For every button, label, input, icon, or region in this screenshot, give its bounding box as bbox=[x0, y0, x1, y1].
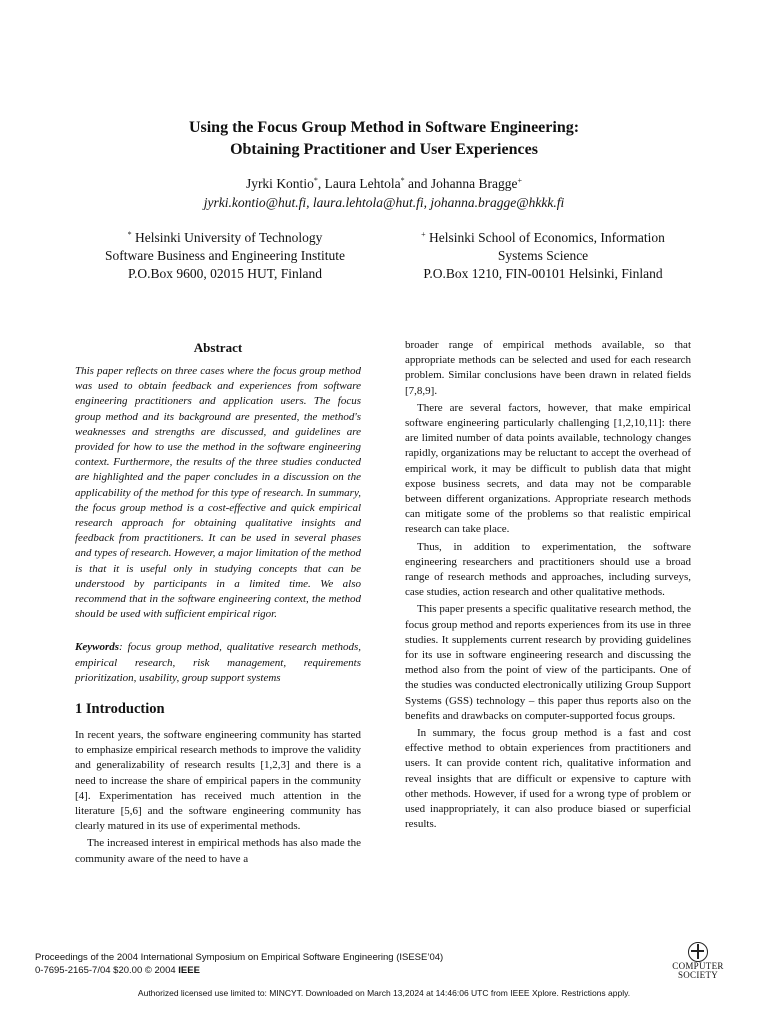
keywords-text: : focus group method, qualitative research methods, empirical research, risk management, requirements prioritization, usability, group support systems bbox=[75, 641, 361, 684]
affiliation-right bbox=[393, 229, 693, 283]
computer-society-icon bbox=[688, 942, 708, 962]
affiliation-line: P.O.Box 9600, 02015 HUT, Finland bbox=[127, 266, 322, 281]
author-name: Jyrki Kontio bbox=[245, 176, 314, 191]
affiliation-line: Software Business and Engineering Institute bbox=[105, 248, 345, 263]
author-separator: and bbox=[404, 176, 431, 191]
paragraph: broader range of empirical methods available, so that appropriate methods can be selected and used for each research problem. Similar conclusions have been drawn in related fields [7,8,9]. bbox=[405, 339, 691, 397]
author-block bbox=[0, 174, 768, 212]
paragraph: The increased interest in empirical methods has also made the community aware of the need to have a bbox=[75, 837, 361, 865]
keywords bbox=[75, 640, 361, 686]
affiliation-line: Helsinki School of Economics, Information bbox=[425, 230, 665, 245]
paragraph: Thus, in addition to experimentation, the software engineering researchers and practitioners should use a broad range of research methods and approaches, including surveys, case studies, action research and other qualitative methods. bbox=[405, 540, 691, 599]
author-separator: , bbox=[317, 176, 325, 191]
paper-title bbox=[0, 117, 768, 161]
section-heading-introduction: 1 Introduction bbox=[75, 701, 165, 718]
keywords-label: Keywords bbox=[75, 641, 119, 654]
affiliation-mark: * bbox=[127, 230, 132, 239]
title-line-2: Obtaining Practitioner and User Experiences bbox=[230, 141, 538, 158]
affiliation-left bbox=[75, 229, 375, 283]
paragraph: In recent years, the software engineering community has started to emphasize empirical research methods to improve the validity and generalizability of research results [1,2,3] and there is a need to increase the share of empirical papers in the community [4]. Experimentation has received much attention in the literature [5,6] and the software engineering community has clearly matured in its use of experimental methods. bbox=[75, 729, 361, 833]
page-footer bbox=[35, 951, 443, 977]
affiliation-line: Systems Science bbox=[497, 248, 589, 263]
author-mark: + bbox=[517, 176, 523, 185]
left-column bbox=[75, 338, 361, 867]
author-name: Johanna Bragge bbox=[430, 176, 518, 191]
abstract-heading: Abstract bbox=[193, 340, 243, 355]
computer-society-logo bbox=[666, 942, 730, 982]
proceedings-line: Proceedings of the 2004 International Symposium on Empirical Software Engineering (ISESE’04) bbox=[35, 952, 444, 963]
author-emails: jyrki.kontio@hut.fi, laura.lehtola@hut.fi, johanna.bragge@hkkk.fi bbox=[203, 195, 565, 210]
author-mark: * bbox=[400, 176, 405, 185]
author-names bbox=[0, 174, 768, 193]
affiliation-line: P.O.Box 1210, FIN-00101 Helsinki, Finland bbox=[423, 266, 663, 281]
author-name: Laura Lehtola bbox=[324, 176, 401, 191]
author-mark: * bbox=[313, 176, 318, 185]
affiliation-mark: + bbox=[421, 230, 426, 239]
abstract-body: This paper reflects on three cases where the focus group method was used to obtain feedback and experiences from software engineering practitioners and application users. The focus group method and its background are presented, the method's weaknesses and strengths are discussed, and guidelines are provided for how to use the method in the software engineering context. Furthermore, the results of the three studies conducted are highlighted and the paper concludes in a discussion on the applicability of the method for this type of research. In summary, the focus group method is a cost-effective and quick empirical research approach for obtaining qualitative insights and feedback from practitioners. It can be used in several phases and types of research. However, a major limitation of the method is that it is useful only in studying concepts that can be understood by participants in a limited time. We also recommend that in the software engineering context, the method should be used with sufficient empirical rigor. bbox=[75, 365, 361, 621]
ieee-wordmark: IEEE bbox=[178, 965, 200, 976]
license-notice: Authorized licensed use limited to: MINCYT. Downloaded on March 13,2024 at 14:46:06 UTC from IEEE Xplore. Restrictions apply. bbox=[137, 988, 631, 998]
paragraph: There are several factors, however, that make empirical software engineering particularly challenging [1,2,10,11]: there are limited number of data points available, technology changes rapidly, organizations may be reluctant to accept the overhead of empirical work, it may be difficult to publish data that might expose business secrets, and data may not be comparable between different organizations. Appropriate research methods can mitigate some of the problems so that realistic empirical research can take place. bbox=[405, 401, 691, 536]
affiliation-line: Helsinki University of Technology bbox=[131, 230, 323, 245]
logo-text-line: SOCIETY bbox=[677, 970, 719, 980]
paragraph: This paper presents a specific qualitative research method, the focus group method and reports experiences from its use in three studies. It supplements current research by providing guidelines for its use in software engineering research and discussing the method also from the point of view of the participants. One of the studies was conducted electronically utilizing Group Support Systems (GSS) technology – this paper thus reports also on the benefits and drawbacks on computer-supported focus groups. bbox=[405, 603, 691, 722]
paragraph: In summary, the focus group method is a fast and cost effective method to obtain experiences from practitioners and users. It can provide content rich, qualitative information and reveal insights that are difficult or expensive to capture with other methods. However, if used for a wrong type of problem or used inappropriately, it can also produce biased or superficial results. bbox=[405, 727, 691, 831]
isbn-line: 0-7695-2165-7/04 $20.00 © 2004 bbox=[35, 965, 179, 976]
right-column bbox=[405, 338, 691, 833]
logo-text-line: COMPUTER bbox=[672, 961, 724, 971]
title-line-1: Using the Focus Group Method in Software Engineering: bbox=[188, 119, 580, 136]
